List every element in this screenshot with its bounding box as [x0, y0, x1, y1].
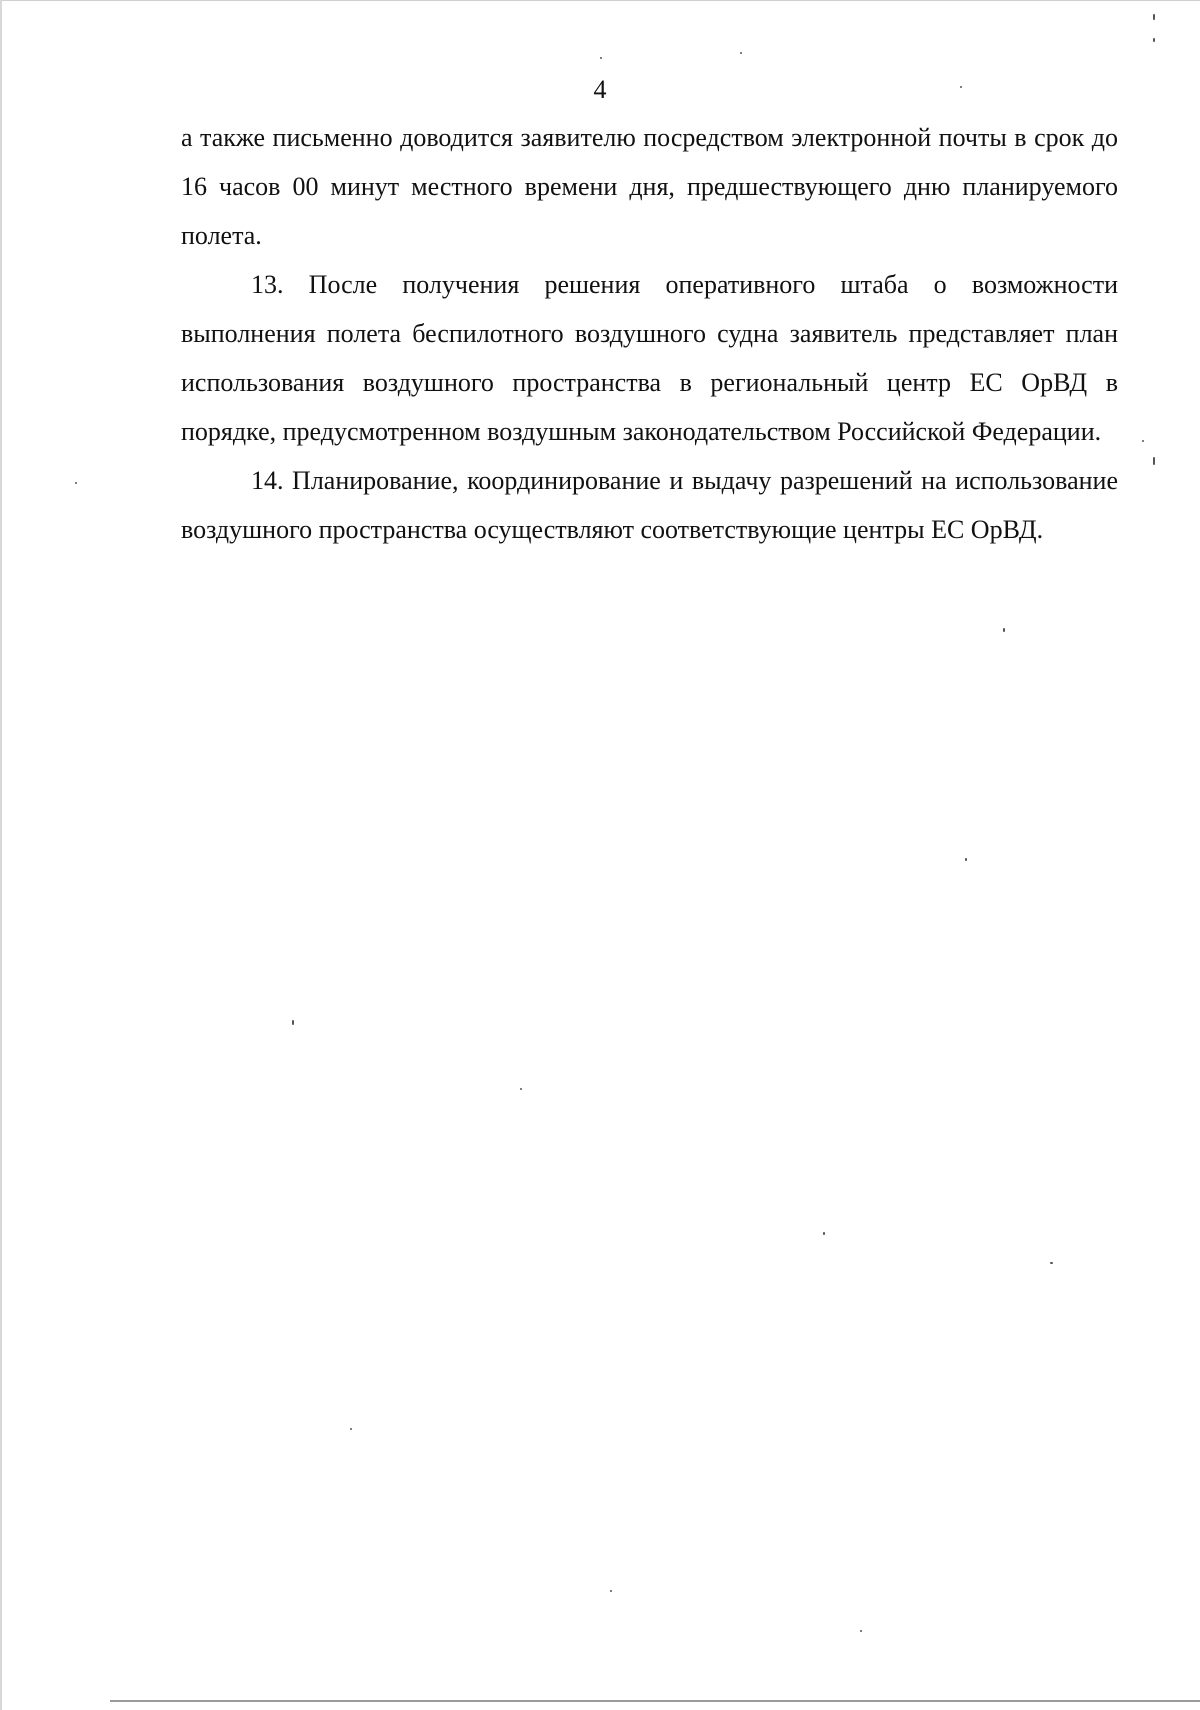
scan-speck	[1153, 38, 1155, 42]
scan-speck	[1153, 457, 1155, 465]
page-number: 4	[593, 75, 607, 104]
paragraph-13: 13. После получения решения оперативного штаба о возможности выполнения полета беспилотного воздушного судна заявитель представляет план использования воздушного пространства в региональный центр ЕС ОрВД в порядке, предусмотренном воздушным законодательством Российской Федерации.	[181, 270, 1118, 446]
scan-speck	[740, 52, 742, 54]
scan-speck	[75, 482, 77, 484]
scan-speck	[1003, 628, 1005, 632]
scan-speck	[520, 1088, 522, 1090]
scan-speck	[965, 858, 967, 861]
scan-speck	[292, 1020, 294, 1025]
scan-speck	[610, 1590, 612, 1592]
scan-speck	[350, 1428, 352, 1430]
scan-speck	[1050, 1262, 1053, 1264]
scan-speck	[823, 1232, 825, 1235]
scan-edge-bottom	[110, 1700, 1200, 1702]
body-text	[181, 113, 1118, 554]
scan-speck	[1153, 14, 1155, 20]
scan-edge-left	[0, 0, 2, 1710]
scan-speck	[860, 1630, 862, 1632]
scan-speck	[600, 57, 602, 59]
paragraph-14: 14. Планирование, координирование и выдачу разрешений на использование воздушного пространства осуществляют соответствующие центры ЕС ОрВД.	[181, 466, 1118, 544]
scan-speck	[960, 86, 962, 88]
scan-edge-top	[0, 0, 1200, 1]
scan-speck	[1142, 440, 1144, 442]
paragraph-continuation: а также письменно доводится заявителю посредством электронной почты в срок до 16 часов 00 минут местного времени дня, предшествующего дню планируемого полета.	[181, 123, 1118, 250]
